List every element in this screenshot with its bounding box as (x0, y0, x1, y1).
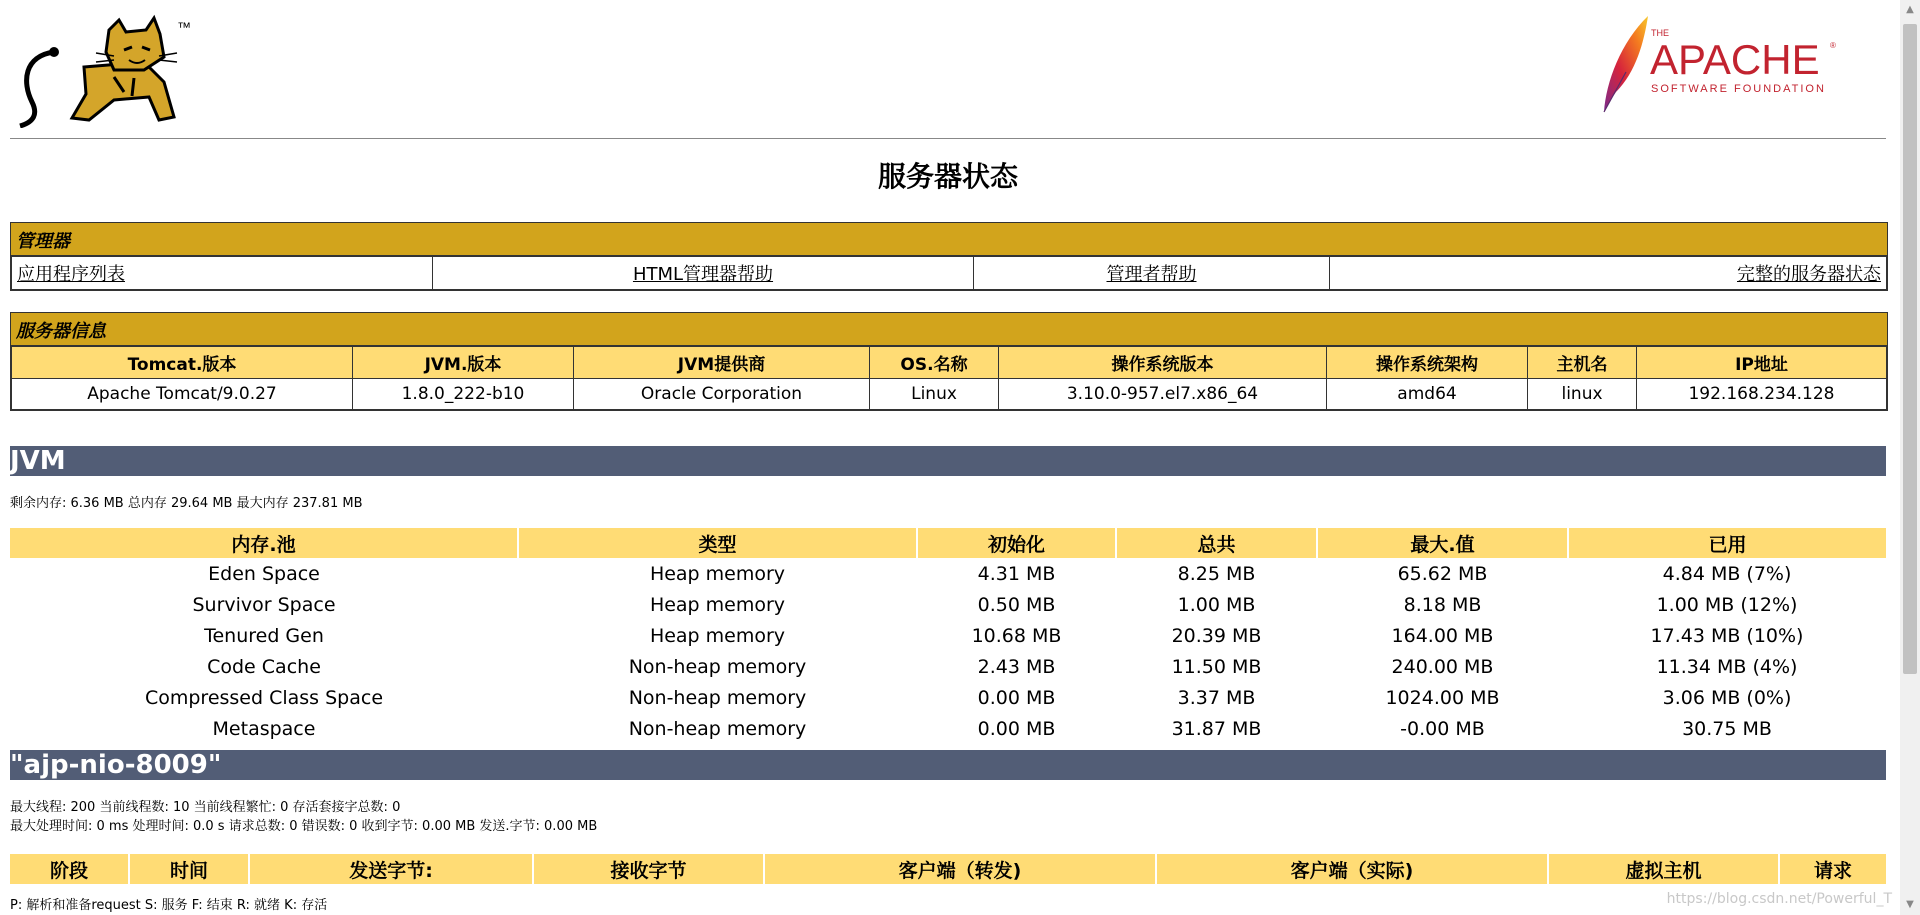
page-title: 服务器状态 (877, 160, 1018, 193)
svg-text:®: ® (1830, 41, 1836, 50)
col-bytes-sent: 发送字节: (249, 854, 533, 884)
col-bytes-received: 接收字节 (533, 854, 764, 884)
pool-total: 11.50 MB (1171, 655, 1262, 678)
full-server-status-link[interactable]: 完整的服务器状态 (1737, 264, 1881, 285)
pool-used: 11.34 MB (4%) (1656, 655, 1798, 678)
os-name: Linux (870, 379, 999, 410)
col-hostname: 主机名 (1528, 347, 1637, 379)
ip-address: 192.168.234.128 (1637, 379, 1887, 410)
col-type: 类型 (518, 528, 917, 558)
col-client-actual: 客户端（实际) (1156, 854, 1548, 884)
pool-max: 1024.00 MB (1385, 686, 1500, 709)
manager-cell-html-help (433, 257, 974, 290)
watermark: https://blog.csdn.net/Powerful_T (1666, 891, 1892, 907)
pool-used: 1.00 MB (12%) (1656, 593, 1798, 616)
svg-text:™: ™ (177, 19, 191, 35)
col-total: 总共 (1116, 528, 1317, 558)
pool-max: -0.00 MB (1400, 717, 1485, 740)
pool-max: 164.00 MB (1391, 624, 1494, 647)
manager-links (11, 256, 1887, 290)
ajp-section-heading: "ajp-nio-8009" (10, 750, 1886, 780)
pool-initial: 0.50 MB (977, 593, 1056, 616)
manager-cell-help (974, 257, 1330, 290)
col-jvm-version: JVM.版本 (353, 347, 574, 379)
apache-logo (1586, 12, 1846, 117)
vertical-scrollbar[interactable] (1900, 0, 1920, 915)
tomcat-logo (14, 12, 194, 128)
jvm-memory-summary: 剩余内存: 6.36 MB 总内存 29.64 MB 最大内存 237.81 MB (10, 496, 363, 511)
os-version: 3.10.0-957.el7.x86_64 (999, 379, 1327, 410)
memory-pool-row (10, 589, 1886, 620)
scroll-up-icon[interactable]: ▲ (1906, 4, 1914, 15)
os-arch: amd64 (1327, 379, 1528, 410)
memory-pool-row (10, 713, 1886, 744)
col-tomcat-version: Tomcat.版本 (12, 347, 353, 379)
col-time: 时间 (129, 854, 249, 884)
scroll-down-icon[interactable]: ▼ (1906, 899, 1914, 910)
pool-name: Survivor Space (192, 593, 336, 616)
manager-heading: 管理器 (11, 223, 1887, 256)
memory-pool-row (10, 682, 1886, 713)
pool-max: 8.18 MB (1403, 593, 1482, 616)
manager-cell-app-list (12, 257, 433, 290)
server-info-box (10, 312, 1888, 411)
pool-used: 4.84 MB (7%) (1662, 562, 1792, 585)
col-request: 请求 (1779, 854, 1886, 884)
memory-pool-row (10, 651, 1886, 682)
pool-initial: 4.31 MB (977, 562, 1056, 585)
pool-name: Metaspace (212, 717, 316, 740)
pool-initial: 0.00 MB (977, 686, 1056, 709)
col-ip: IP地址 (1637, 347, 1887, 379)
pool-name: Compressed Class Space (144, 686, 384, 709)
pool-name: Eden Space (208, 562, 320, 585)
svg-text:SOFTWARE FOUNDATION: SOFTWARE FOUNDATION (1651, 83, 1826, 95)
col-stage: 阶段 (10, 854, 129, 884)
ajp-thread-stats: 最大线程: 200 当前线程数: 10 当前线程繁忙: 0 存活套接字总数: 0 (10, 800, 401, 815)
pool-total: 3.37 MB (1177, 686, 1256, 709)
pool-initial: 10.68 MB (971, 624, 1062, 647)
svg-text:THE: THE (1651, 28, 1669, 38)
server-info-table (11, 346, 1887, 410)
pool-initial: 2.43 MB (977, 655, 1056, 678)
memory-pool-header-row (10, 528, 1886, 558)
app-list-link[interactable]: 应用程序列表 (17, 264, 125, 285)
connection-table (10, 854, 1886, 884)
ajp-request-stats: 最大处理时间: 0 ms 处理时间: 0.0 s 请求总数: 0 错误数: 0 收到字节: 0.00 MB 发送.字节: 0.00 MB (10, 819, 598, 834)
svg-text:APACHE: APACHE (1650, 36, 1820, 83)
memory-pool-row (10, 620, 1886, 651)
server-info-value-row (12, 379, 1887, 410)
pool-type: Non-heap memory (628, 686, 807, 709)
col-virtual-host: 虚拟主机 (1548, 854, 1779, 884)
pool-type: Non-heap memory (628, 655, 807, 678)
memory-pool-body (10, 558, 1886, 744)
manager-box (10, 222, 1888, 291)
pool-used: 30.75 MB (1682, 717, 1772, 740)
pool-type: Heap memory (649, 593, 786, 616)
col-os-version: 操作系统版本 (999, 347, 1327, 379)
col-initial: 初始化 (917, 528, 1116, 558)
server-info-heading: 服务器信息 (11, 313, 1887, 346)
html-manager-help-link[interactable]: HTML管理器帮助 (632, 264, 774, 285)
pool-total: 31.87 MB (1171, 717, 1262, 740)
pool-total: 1.00 MB (1177, 593, 1256, 616)
pool-type: Heap memory (649, 624, 786, 647)
col-client-forwarded: 客户端（转发) (764, 854, 1156, 884)
pool-initial: 0.00 MB (977, 717, 1056, 740)
col-jvm-vendor: JVM提供商 (574, 347, 870, 379)
memory-pool-table (10, 528, 1886, 744)
manager-help-link[interactable]: 管理者帮助 (1106, 264, 1197, 285)
pool-used: 3.06 MB (0%) (1662, 686, 1792, 709)
connection-header-row (10, 854, 1886, 884)
pool-name: Code Cache (207, 655, 321, 678)
col-max: 最大.值 (1317, 528, 1568, 558)
pool-max: 65.62 MB (1397, 562, 1488, 585)
manager-cell-full-status (1330, 257, 1887, 290)
stage-legend: P: 解析和准备request S: 服务 F: 结束 R: 就绪 K: 存活 (10, 898, 328, 913)
pool-max: 240.00 MB (1391, 655, 1494, 678)
pool-type: Non-heap memory (628, 717, 807, 740)
server-info-header-row (12, 347, 1887, 379)
page-header (10, 0, 1886, 139)
pool-used: 17.43 MB (10%) (1650, 624, 1804, 647)
pool-type: Heap memory (649, 562, 786, 585)
scrollbar-thumb[interactable] (1903, 24, 1917, 674)
pool-total: 8.25 MB (1177, 562, 1256, 585)
pool-total: 20.39 MB (1171, 624, 1262, 647)
col-os-arch: 操作系统架构 (1327, 347, 1528, 379)
col-os-name: OS.名称 (870, 347, 999, 379)
col-used: 已用 (1568, 528, 1886, 558)
col-memory-pool: 内存.池 (10, 528, 518, 558)
hostname: linux (1528, 379, 1637, 410)
pool-name: Tenured Gen (204, 624, 324, 647)
tomcat-version: Apache Tomcat/9.0.27 (12, 379, 353, 410)
jvm-vendor: Oracle Corporation (574, 379, 870, 410)
jvm-version: 1.8.0_222-b10 (353, 379, 574, 410)
jvm-section-heading: JVM (10, 446, 1886, 476)
memory-pool-row (10, 558, 1886, 589)
